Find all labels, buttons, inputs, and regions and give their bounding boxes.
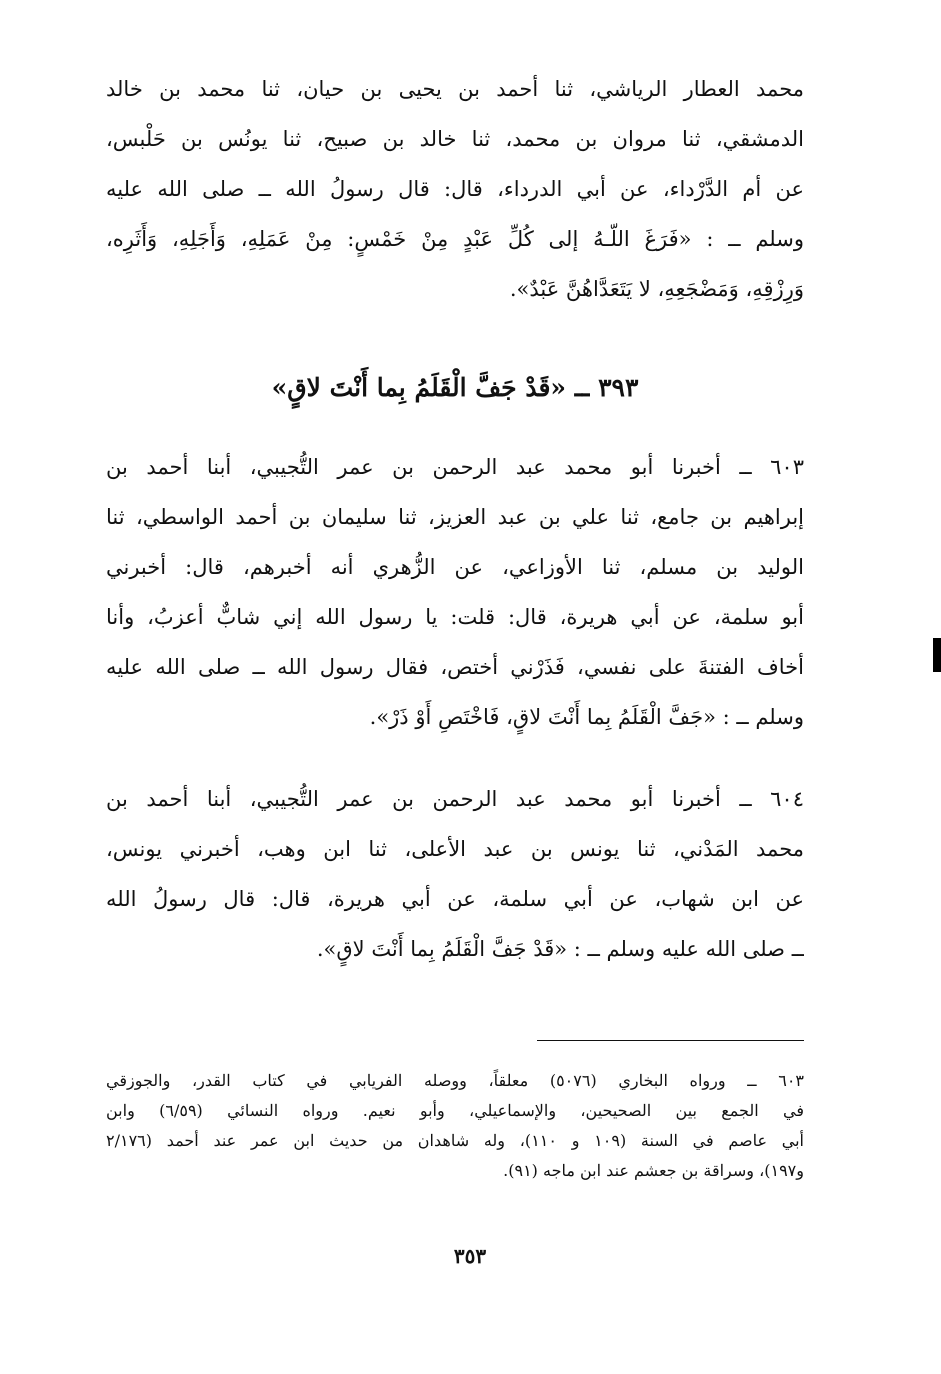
text-line: الدمشقي، ثنا مروان بن محمد، ثنا خالد بن صبيح، ثنا يونُس بن حَلْبس، <box>106 127 804 151</box>
text-line: ٦٠٣ ــ أخبرنا أبو محمد عبد الرحمن بن عمر التُّجيبي، أبنا أحمد بن <box>106 455 804 479</box>
footnote-line: في الجمع بين الصحيحين، والإسماعيلي، وأبو نعيم. ورواه النسائي (٦/٥٩) وابن <box>106 1101 804 1120</box>
text-line: وَرِزْقِهِ، وَمَضْجَعِهِ، لا يَتَعَدَّاهُنَّ عَبْدٌ». <box>509 277 804 301</box>
footnote-line: و١٩٧)، وسراقة بن جعشم عند ابن ماجه (٩١). <box>503 1161 804 1180</box>
text-line: محمد العطار الرياشي، ثنا أحمد بن يحيى بن حيان، ثنا محمد بن خالد <box>106 77 804 101</box>
text-line: عن أم الدَّرْداء، عن أبي الدرداء، قال: قال رسولُ الله ــ صلى الله عليه <box>106 177 804 201</box>
text-line: إبراهيم بن جامع، ثنا علي بن عبد العزيز، ثنا سليمان بن أحمد الواسطي، ثنا <box>106 505 804 529</box>
footnote-line: ٦٠٣ ــ ورواه البخاري (٥٠٧٦) معلقاً، ووصله الفريابي في كتاب القدر، والجوزقي <box>106 1071 804 1090</box>
footnote-divider <box>537 1040 804 1041</box>
text-line: عن ابن شهاب، عن أبي سلمة، عن أبي هريرة، قال: قال رسولُ الله <box>106 887 804 911</box>
hadith-604 <box>106 774 804 974</box>
text-line: الوليد بن مسلم، ثنا الأوزاعي، عن الزُّهري أنه أخبرهم، قال: أخبرني <box>106 555 804 579</box>
page-number: ٣٥٣ <box>453 1244 487 1268</box>
footnote <box>106 1066 804 1186</box>
text-line: محمد المَدْني، ثنا يونس بن عبد الأعلى، ثنا ابن وهب، أخبرني يونس، <box>106 837 804 861</box>
text-line: وسلم ــ : «جَفَّ الْقَلَمُ بِما أَنْتَ لاقٍ، فَاخْتَصِ أَوْ ذَرْ». <box>369 705 804 729</box>
text-line: ــ صلى الله عليه وسلم ــ : «قَدْ جَفَّ الْقَلَمُ بِما أَنْتَ لاقٍ». <box>316 937 804 961</box>
section-heading: ٣٩٣ ــ «قَدْ جَفَّ الْقَلَمُ بِما أَنْتَ لاقٍ» <box>271 373 639 402</box>
hadith-603 <box>106 442 804 742</box>
text-line: وسلم ــ : «فَرَغَ اللّـهُ إلى كُلِّ عَبْدٍ مِنْ خَمْسٍ: مِنْ عَمَلِهِ، وَأَجَلِهِ، وَأَثَرِه، <box>106 227 804 251</box>
text-line: ٦٠٤ ــ أخبرنا أبو محمد عبد الرحمن بن عمر التُّجيبي، أبنا أحمد بن <box>106 787 804 811</box>
paragraph-top <box>106 64 804 314</box>
text-line: أخاف الفتنةَ على نفسي، فَذَرْني أختص، فقال رسول الله ــ صلى الله عليه <box>106 655 804 679</box>
scan-edge-mark <box>933 638 941 672</box>
footnote-line: أبي عاصم في السنة (١٠٩ و ١١٠)، وله شاهدان من حديث ابن عمر عند أحمد (٢/١٧٦ <box>106 1131 804 1150</box>
text-line: أبو سلمة، عن أبي هريرة، قال: قلت: يا رسول الله إني شابٌّ أعزبُ، وأنا <box>106 605 804 629</box>
